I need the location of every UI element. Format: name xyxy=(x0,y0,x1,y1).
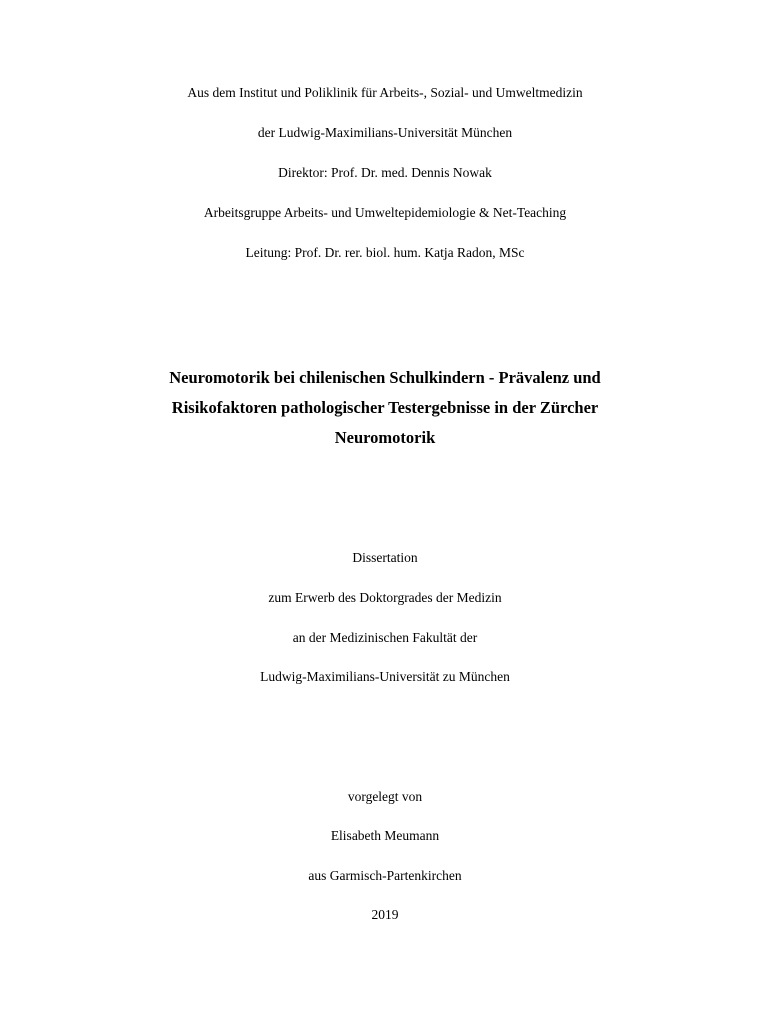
institute-lead: Leitung: Prof. Dr. rer. biol. hum. Katja Radon, MSc xyxy=(245,245,525,260)
dissertation-line-3: Ludwig-Maximilians-Universität zu München xyxy=(260,669,510,684)
year: 2019 xyxy=(371,907,399,922)
author-origin: aus Garmisch-Partenkirchen xyxy=(308,868,462,883)
thesis-title-line-2: Risikofaktoren pathologischer Testergebnisse in der Zürcher xyxy=(171,398,599,417)
institute-workgroup: Arbeitsgruppe Arbeits- und Umweltepidemiologie & Net-Teaching xyxy=(203,205,567,220)
institute-director: Direktor: Prof. Dr. med. Dennis Nowak xyxy=(278,165,492,180)
thesis-title-line-1: Neuromotorik bei chilenischen Schulkindern - Prävalenz und xyxy=(169,368,601,387)
institute-line-1: Aus dem Institut und Poliklinik für Arbeits-, Sozial- und Umweltmedizin xyxy=(187,85,583,100)
dissertation-label: Dissertation xyxy=(352,550,418,565)
author-name: Elisabeth Meumann xyxy=(330,828,440,843)
dissertation-line-2: an der Medizinischen Fakultät der xyxy=(292,630,478,645)
institute-line-2: der Ludwig-Maximilians-Universität München xyxy=(257,125,513,140)
presented-by: vorgelegt von xyxy=(347,789,423,804)
dissertation-line-1: zum Erwerb des Doktorgrades der Medizin xyxy=(268,590,502,605)
thesis-title-line-3: Neuromotorik xyxy=(334,428,436,447)
